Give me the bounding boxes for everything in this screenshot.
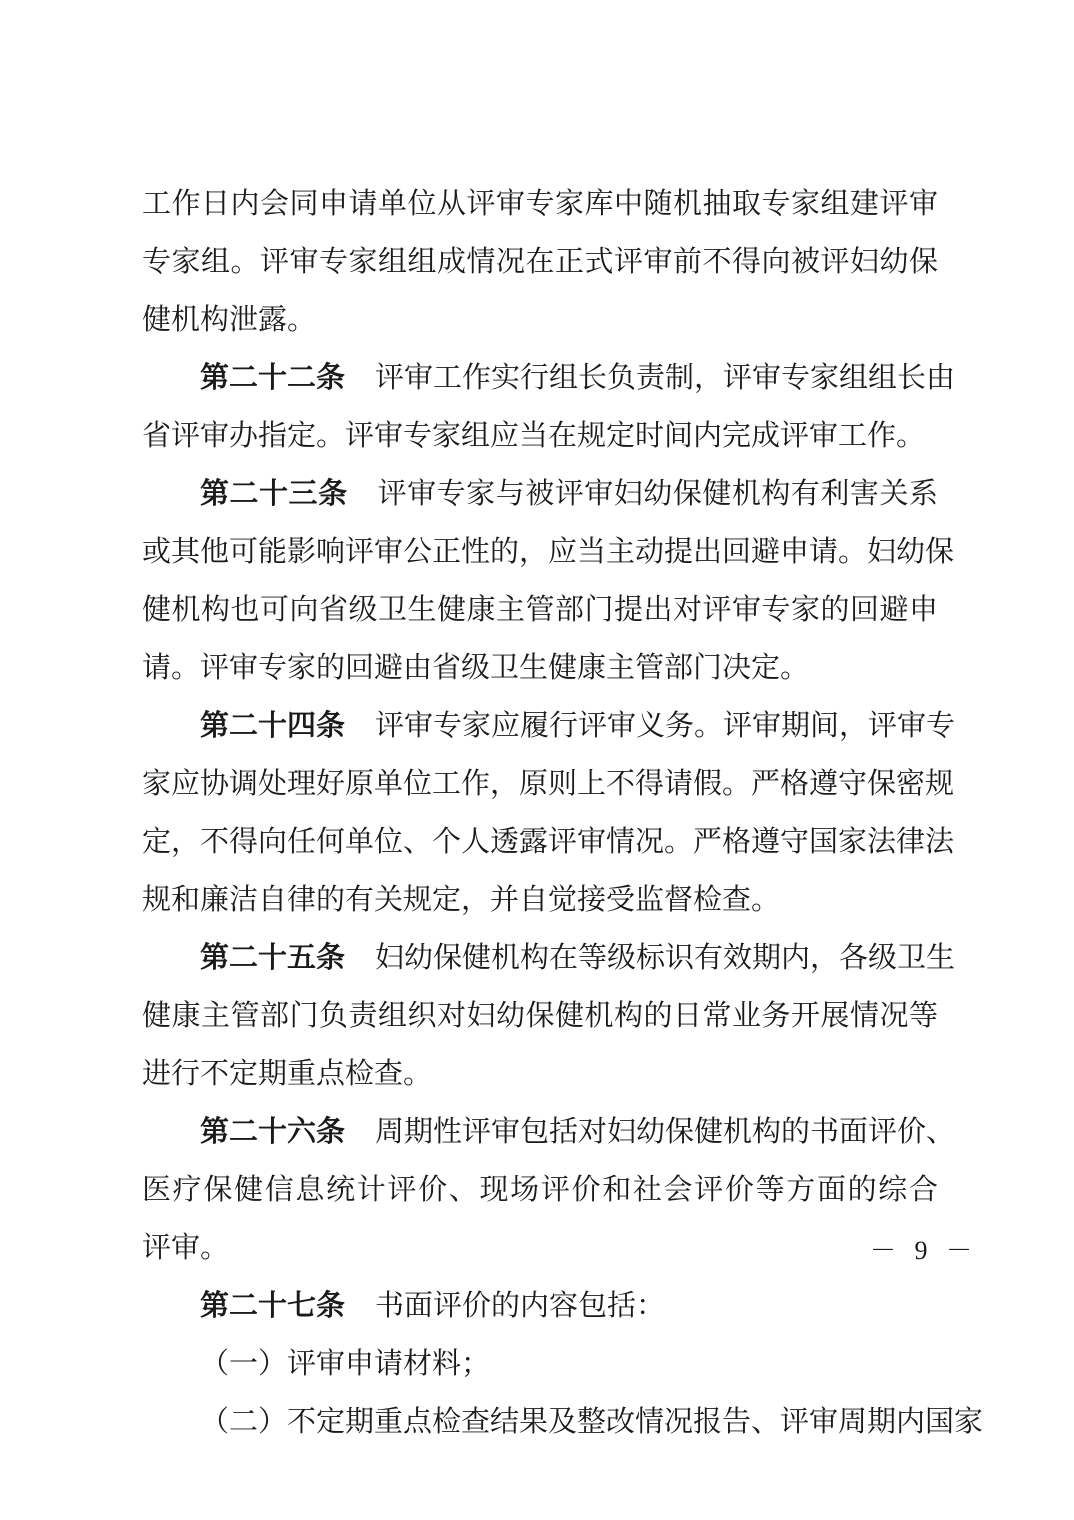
text-line xyxy=(142,406,938,464)
line-text: 定，不得向任何单位、个人透露评审情况。严格遵守国家法律法 xyxy=(142,824,955,858)
text-line xyxy=(142,638,938,696)
text-line xyxy=(142,290,938,348)
line-text: 评审专家与被评审妇幼保健机构有利害关系 xyxy=(377,476,938,510)
text-line xyxy=(142,174,938,232)
line-text: 评审工作实行组长负责制，评审专家组组长由 xyxy=(375,360,956,394)
article-heading: 第二十三条 xyxy=(200,476,348,510)
article-heading: 第二十五条 xyxy=(200,940,346,974)
line-text: 工作日内会同申请单位从评审专家库中随机抽取专家组建评审 xyxy=(142,186,938,220)
text-line xyxy=(142,1392,984,1450)
text-line xyxy=(142,1276,938,1334)
text-line xyxy=(142,1334,938,1392)
text-line xyxy=(142,754,955,812)
line-text: 健康主管部门负责组织对妇幼保健机构的日常业务开展情况等 xyxy=(142,998,938,1032)
line-text: 专家组。评审专家组组成情况在正式评审前不得向被评妇幼保 xyxy=(142,244,938,278)
article-heading: 第二十四条 xyxy=(200,708,346,742)
text-line xyxy=(142,232,938,290)
line-text: 健机构也可向省级卫生健康主管部门提出对评审专家的回避申 xyxy=(142,592,938,626)
text-line xyxy=(142,464,938,522)
line-text: （二）不定期重点检查结果及整改情况报告、评审周期内国家 xyxy=(200,1404,984,1438)
page-number: － 9 － xyxy=(870,1236,979,1265)
line-text: 请。评审专家的回避由省级卫生健康主管部门决定。 xyxy=(142,650,810,684)
text-line xyxy=(142,348,956,406)
text-line xyxy=(142,1160,938,1218)
text-line xyxy=(142,522,955,580)
line-text: 书面评价的内容包括： xyxy=(375,1288,666,1322)
text-line xyxy=(142,870,938,928)
line-text: 或其他可能影响评审公正性的，应当主动提出回避申请。妇幼保 xyxy=(142,534,955,568)
text-line xyxy=(142,1044,938,1102)
article-heading: 第二十七条 xyxy=(200,1288,346,1322)
line-text: 评审。 xyxy=(142,1230,230,1264)
line-text: 妇幼保健机构在等级标识有效期内，各级卫生 xyxy=(375,940,956,974)
text-line xyxy=(142,812,955,870)
text-line xyxy=(142,1218,938,1276)
document-body xyxy=(142,174,984,1450)
line-text: 家应协调处理好原单位工作，原则上不得请假。严格遵守保密规 xyxy=(142,766,955,800)
line-text: （一）评审申请材料； xyxy=(200,1346,491,1380)
text-line xyxy=(142,696,956,754)
line-text: 进行不定期重点检查。 xyxy=(142,1056,433,1090)
line-text: 规和廉洁自律的有关规定，并自觉接受监督检查。 xyxy=(142,882,781,916)
line-text: 省评审办指定。评审专家组应当在规定时间内完成评审工作。 xyxy=(142,418,926,452)
line-text: 健机构泄露。 xyxy=(142,302,317,336)
article-heading: 第二十六条 xyxy=(200,1114,346,1148)
text-line xyxy=(142,928,956,986)
line-text: 评审专家应履行评审义务。评审期间，评审专 xyxy=(375,708,956,742)
line-text: 医疗保健信息统计评价、现场评价和社会评价等方面的综合 xyxy=(142,1172,938,1206)
line-text: 周期性评审包括对妇幼保健机构的书面评价、 xyxy=(375,1114,956,1148)
text-line xyxy=(142,986,938,1044)
article-heading: 第二十二条 xyxy=(200,360,346,394)
text-line xyxy=(142,1102,956,1160)
text-line xyxy=(142,580,938,638)
